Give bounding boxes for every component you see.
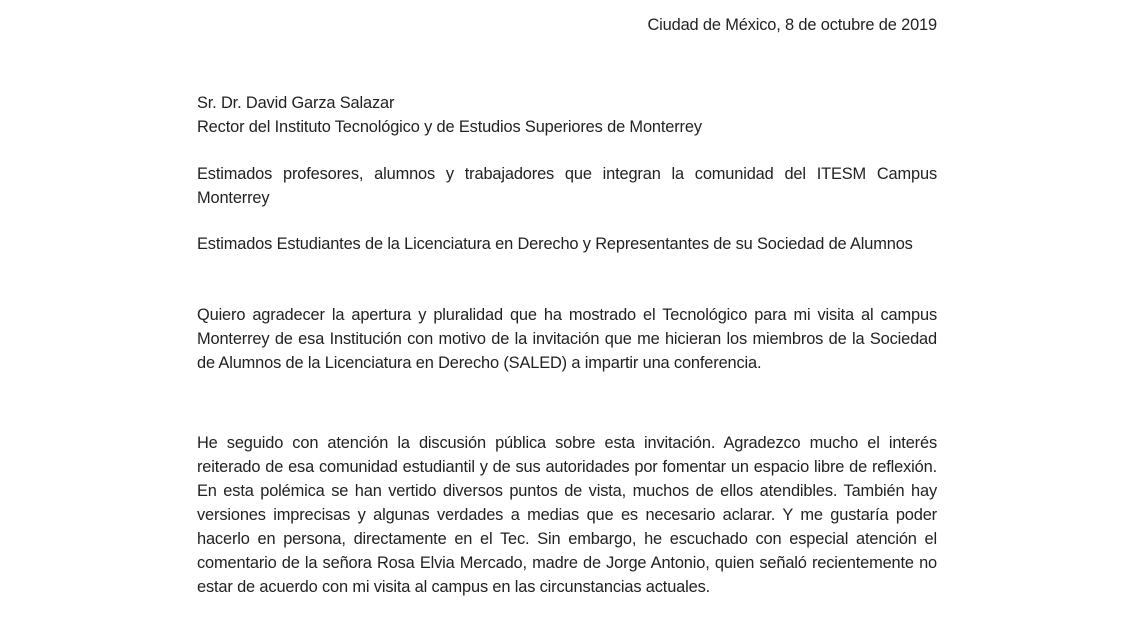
date-line: Ciudad de México, 8 de octubre de 2019 [647,16,937,34]
body-paragraph: He seguido con atención la discusión pública sobre esta invitación. Agradezco mucho el interés reiterado de esa comunidad estudiantil y de sus autoridades por fomentar un espacio libre de reflexión. En esta polémica se han vertido diversos puntos de vista, muchos de ellos atendibles. También hay versiones imprecisas y algunas verdades a medias que es necesario aclarar. Y me gustaría poder hacerlo en persona, directamente en el Tec. Sin embargo, he escuchado con especial atención el comentario de la señora Rosa Elvia Mercado, madre de Jorge Antonio, quien señaló recientemente no estar de acuerdo con mi visita al campus en las circunstancias actuales. [197,434,937,596]
salutation-community: Estimados profesores, alumnos y trabajadores que integran la comunidad del ITESM Campus Monterrey [197,165,937,207]
recipient-name: Sr. Dr. David Garza Salazar [197,94,395,112]
body-paragraph: Quiero agradecer la apertura y pluralidad que ha mostrado el Tecnológico para mi visita al campus Monterrey de esa Institución con motivo de la invitación que me hicieran los miembros de la Sociedad de Alumnos de la Licenciatura en Derecho (SALED) a impartir una conferencia. [197,306,937,372]
recipient-title: Rector del Instituto Tecnológico y de Estudios Superiores de Monterrey [197,118,702,136]
salutation-students: Estimados Estudiantes de la Licenciatura en Derecho y Representantes de su Sociedad de Alumnos [197,235,913,253]
recipient-block [197,91,702,139]
